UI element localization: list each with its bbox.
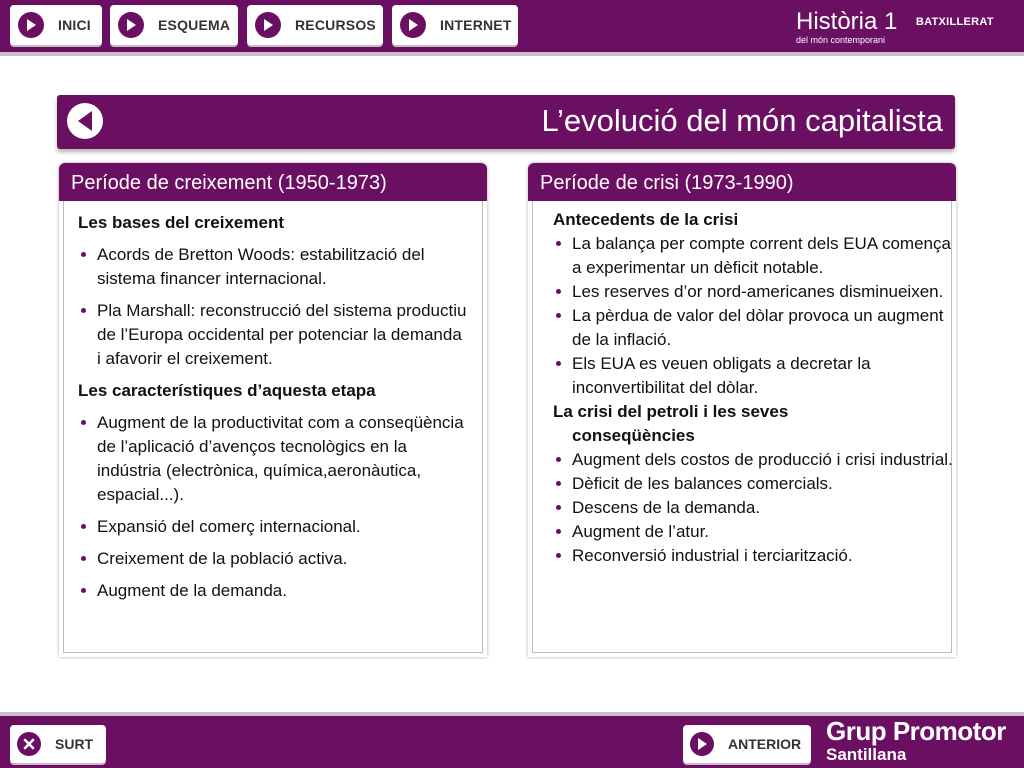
back-arrow-icon [75, 110, 95, 132]
publisher-logo [826, 716, 1006, 764]
brand-logo [796, 8, 994, 45]
list-item: La pèrdua de valor del dòlar provoca un augment de la inflació. [553, 304, 953, 352]
list-item: Creixement de la població activa. [78, 547, 468, 571]
close-icon [17, 732, 41, 756]
list-item: Augment dels costos de producció i crisi industrial. [553, 448, 953, 472]
nav-button-internet[interactable] [392, 5, 518, 45]
brand-level: BATXILLERAT [915, 16, 994, 28]
panel-body [63, 201, 483, 653]
section-title-continuation: conseqüències [572, 426, 695, 445]
list-item: Les reserves d’or nord-americanes disminueixen. [553, 280, 953, 304]
list-item: Augment de la demanda. [78, 579, 468, 603]
nav-button-inici[interactable] [10, 5, 102, 45]
back-button[interactable] [67, 103, 103, 139]
panel-heading: Període de crisi (1973-1990) [528, 163, 956, 201]
exit-button[interactable] [10, 725, 106, 763]
list-item: Expansió del comerç internacional. [78, 515, 468, 539]
list-item: Pla Marshall: reconstrucció del sistema productiu de l’Europa occidental per potenciar la demanda i afavorir el creixement. [78, 299, 468, 371]
play-icon [18, 12, 44, 38]
previous-button-label: ANTERIOR [728, 736, 802, 752]
logo-line-1: Grup Promotor [826, 716, 1006, 746]
logo-line-2: Santillana [826, 745, 907, 764]
section-title: Les bases del creixement [78, 213, 285, 232]
list-item: La balança per compte corrent dels EUA comença a experimentar un dèficit notable. [553, 232, 953, 280]
section-title: La crisi del petroli i les seves [553, 402, 789, 421]
page-title: L’evolució del món capitalista [541, 103, 943, 138]
nav-button-recursos[interactable] [247, 5, 383, 45]
nav-button-label: INTERNET [440, 17, 512, 33]
section-title: Les característiques d’aquesta etapa [78, 381, 376, 400]
play-icon [118, 12, 144, 38]
panel-heading: Període de creixement (1950-1973) [59, 163, 487, 201]
nav-button-label: INICI [58, 17, 91, 33]
nav-button-label: ESQUEMA [158, 17, 231, 33]
list-item: Acords de Bretton Woods: estabilització del sistema financer internacional. [78, 243, 468, 291]
section-title: Antecedents de la crisi [553, 210, 739, 229]
brand-subtitle: del món contemporani [796, 35, 886, 45]
brand-title: Història 1 [796, 8, 898, 35]
list-item: Augment de l’atur. [553, 520, 953, 544]
list-item: Descens de la demanda. [553, 496, 953, 520]
exit-button-label: SURT [55, 736, 94, 752]
panel-body [532, 201, 952, 653]
growth-period-panel [59, 163, 487, 657]
top-nav-bar [0, 0, 1024, 52]
play-icon [690, 732, 714, 756]
page-title-bar [57, 95, 955, 149]
list-item: Reconversió industrial i terciarització. [553, 544, 953, 568]
play-icon [255, 12, 281, 38]
top-divider [0, 52, 1024, 56]
nav-button-label: RECURSOS [295, 17, 376, 33]
play-icon [400, 12, 426, 38]
list-item: Augment de la productivitat com a conseqüència de l’aplicació d’avenços tecnològics en la indústria (electrònica, química,aeronàutica, espacial...). [78, 411, 468, 507]
nav-button-esquema[interactable] [110, 5, 238, 45]
previous-button[interactable] [683, 725, 811, 763]
crisis-period-panel [528, 163, 956, 657]
list-item: Els EUA es veuen obligats a decretar la inconvertibilitat del dòlar. [553, 352, 953, 400]
list-item: Dèficit de les balances comercials. [553, 472, 953, 496]
